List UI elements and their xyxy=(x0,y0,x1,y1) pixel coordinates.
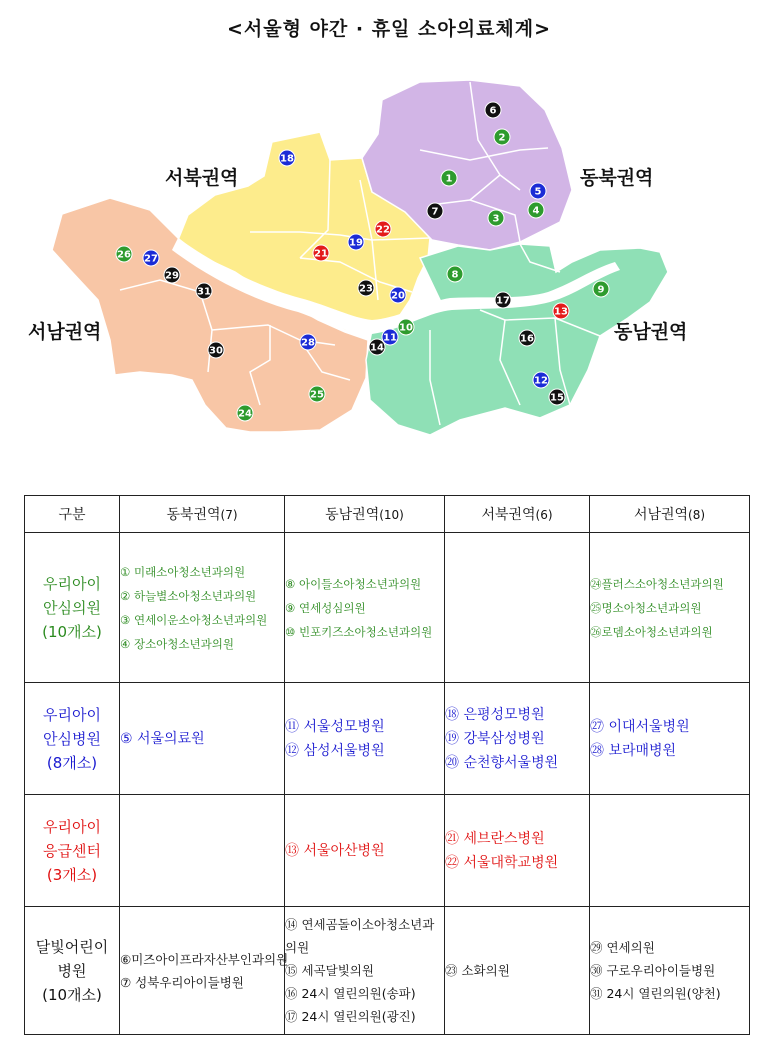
facility-item: ㉓ 소화의원 xyxy=(445,963,510,978)
facility-item: ㉘ 보라매병원 xyxy=(590,742,677,759)
map-marker-20 xyxy=(390,287,406,303)
cell-hospital-northeast xyxy=(120,683,285,795)
facility-item: ⑮ 세곡달빛의원 xyxy=(285,963,374,978)
facility-item: ㉑ 세브란스병원 xyxy=(445,830,545,847)
map-marker-5 xyxy=(530,183,546,199)
cell-emergency-southeast xyxy=(285,795,445,907)
marker-number: 15 xyxy=(550,392,564,404)
map-marker-14 xyxy=(369,339,385,355)
facility-item: ㉙ 연세의원 xyxy=(590,940,655,955)
header-category: 구분 xyxy=(25,496,120,533)
marker-number: 20 xyxy=(391,290,405,302)
map-marker-22 xyxy=(375,221,391,237)
marker-number: 7 xyxy=(431,206,439,218)
facility-item: ㉔플러스소아청소년과의원 xyxy=(590,576,724,591)
marker-number: 1 xyxy=(445,173,453,185)
map-marker-9 xyxy=(593,281,609,297)
map-marker-16 xyxy=(519,330,535,346)
facility-item: ⑬ 서울아산병원 xyxy=(285,842,385,859)
table-row-hospital xyxy=(25,683,750,795)
marker-number: 28 xyxy=(301,337,315,349)
marker-number: 4 xyxy=(532,205,540,217)
facility-item: ㉕명소아청소년과의원 xyxy=(590,600,702,615)
map-marker-28 xyxy=(300,334,316,350)
map-marker-31 xyxy=(196,283,212,299)
table-row-clinic xyxy=(25,533,750,683)
marker-number: 27 xyxy=(144,253,158,265)
marker-number: 9 xyxy=(597,284,605,296)
header-northwest: 서북권역(6) xyxy=(445,496,590,533)
cell-moonlight-northeast xyxy=(120,907,289,1035)
facility-item: ㉚ 구로우리아이들병원 xyxy=(590,963,716,978)
marker-number: 22 xyxy=(376,224,390,236)
facility-item: ㉒ 서울대학교병원 xyxy=(445,854,559,871)
map-marker-4 xyxy=(528,202,544,218)
marker-number: 12 xyxy=(534,375,548,387)
facility-item: ⑨ 연세성심의원 xyxy=(285,600,366,615)
marker-number: 13 xyxy=(554,306,568,318)
marker-number: 19 xyxy=(349,237,363,249)
facility-item: ⑲ 강북삼성병원 xyxy=(445,730,545,747)
marker-number: 11 xyxy=(383,332,397,344)
category-moonlight: 달빛어린이 병원 (10개소) xyxy=(25,907,120,1035)
region-label-southwest: 서남권역 xyxy=(28,321,102,343)
marker-number: 17 xyxy=(496,295,510,307)
map-marker-11 xyxy=(382,329,398,345)
cell-clinic-northwest xyxy=(445,533,590,683)
marker-number: 21 xyxy=(314,248,328,260)
marker-number: 6 xyxy=(489,105,497,117)
marker-number: 24 xyxy=(238,408,252,420)
facility-item: ⑧ 아이들소아청소년과의원 xyxy=(285,576,422,591)
category-emergency: 우리아이 응급센터 (3개소) xyxy=(25,795,120,907)
map-marker-26 xyxy=(116,246,132,262)
marker-number: 8 xyxy=(451,269,459,281)
facility-item: ⑭ 연세곰돌이소아청소년과의원 xyxy=(285,917,435,955)
marker-number: 18 xyxy=(280,153,294,165)
facility-item: ⑦ 성북우리아이들병원 xyxy=(120,974,244,990)
cell-emergency-northwest xyxy=(445,795,590,907)
marker-number: 16 xyxy=(520,333,534,345)
care-system-table xyxy=(24,495,750,1035)
map-marker-23 xyxy=(358,280,374,296)
facility-item: ㉗ 이대서울병원 xyxy=(590,718,690,735)
marker-number: 3 xyxy=(492,213,500,225)
map-marker-8 xyxy=(447,266,463,282)
header-southwest: 서남권역(8) xyxy=(590,496,750,533)
marker-number: 5 xyxy=(534,186,542,198)
header-southeast: 동남권역(10) xyxy=(285,496,445,533)
map-marker-15 xyxy=(549,389,565,405)
map-marker-12 xyxy=(533,372,549,388)
table-row-emergency xyxy=(25,795,750,907)
cell-emergency-southwest xyxy=(590,795,750,907)
facility-item: ㉖로뎀소아청소년과의원 xyxy=(590,624,713,639)
map-marker-17 xyxy=(495,292,511,308)
map-marker-24 xyxy=(237,405,253,421)
facility-item: ⑥미즈아이프라자산부인과의원 xyxy=(120,951,289,967)
facility-item: ⑰ 24시 열린의원(광진) xyxy=(285,1009,416,1024)
cell-clinic-northeast xyxy=(120,533,285,683)
cell-moonlight-southwest xyxy=(590,907,750,1035)
facility-item: ① 미래소아청소년과의원 xyxy=(120,564,246,579)
header-northeast: 동북권역(7) xyxy=(120,496,285,533)
map-marker-1 xyxy=(441,170,457,186)
marker-number: 26 xyxy=(117,249,131,261)
cell-moonlight-northwest xyxy=(445,907,590,1035)
cell-clinic-southeast xyxy=(285,533,445,683)
marker-number: 23 xyxy=(359,283,373,295)
map-marker-19 xyxy=(348,234,364,250)
page-title: <서울형 야간 · 휴일 소아의료체계> xyxy=(226,18,552,40)
facility-item: ② 하늘별소아청소년과의원 xyxy=(120,588,257,603)
marker-number: 25 xyxy=(310,389,324,401)
map-marker-18 xyxy=(279,150,295,166)
cell-moonlight-southeast xyxy=(285,907,445,1035)
table-row-moonlight xyxy=(25,907,750,1035)
cell-hospital-southwest xyxy=(590,683,750,795)
map-marker-6 xyxy=(485,102,501,118)
map-marker-3 xyxy=(488,210,504,226)
map-marker-30 xyxy=(208,342,224,358)
map-marker-13 xyxy=(553,303,569,319)
map-marker-7 xyxy=(427,203,443,219)
facility-item: ⑩ 빈포키즈소아청소년과의원 xyxy=(285,624,433,639)
facility-item: ⑫ 삼성서울병원 xyxy=(285,742,385,759)
map-marker-27 xyxy=(143,250,159,266)
category-clinic: 우리아이 안심의원 (10개소) xyxy=(25,533,120,683)
marker-number: 30 xyxy=(209,345,223,357)
cell-hospital-northwest xyxy=(445,683,590,795)
map-marker-2 xyxy=(494,129,510,145)
facility-item: ㉛ 24시 열린의원(양천) xyxy=(590,986,721,1001)
marker-number: 14 xyxy=(370,342,384,354)
facility-item: ⑳ 순천향서울병원 xyxy=(445,754,559,771)
cell-emergency-northeast xyxy=(120,795,285,907)
facility-item: ③ 연세이운소아청소년과의원 xyxy=(120,612,268,627)
facility-item: ⑱ 은평성모병원 xyxy=(445,706,545,723)
region-label-northwest: 서북권역 xyxy=(165,167,239,189)
map-marker-21 xyxy=(313,245,329,261)
region-label-northeast: 동북권역 xyxy=(580,167,654,189)
marker-number: 31 xyxy=(197,286,211,298)
marker-number: 29 xyxy=(165,270,179,282)
table-header-row xyxy=(25,496,750,533)
map-marker-10 xyxy=(398,319,414,335)
region-label-southeast: 동남권역 xyxy=(614,321,688,343)
seoul-region-map xyxy=(0,0,778,480)
facility-item: ⑯ 24시 열린의원(송파) xyxy=(285,986,416,1001)
cell-clinic-southwest xyxy=(590,533,750,683)
cell-hospital-southeast xyxy=(285,683,445,795)
category-hospital: 우리아이 안심병원 (8개소) xyxy=(25,683,120,795)
facility-item: ⑪ 서울성모병원 xyxy=(285,718,385,735)
marker-number: 10 xyxy=(399,322,413,334)
facility-item: ④ 장소아청소년과의원 xyxy=(120,636,234,651)
marker-number: 2 xyxy=(498,132,506,144)
map-marker-29 xyxy=(164,267,180,283)
map-marker-25 xyxy=(309,386,325,402)
facility-item: ⑤ 서울의료원 xyxy=(120,730,205,747)
